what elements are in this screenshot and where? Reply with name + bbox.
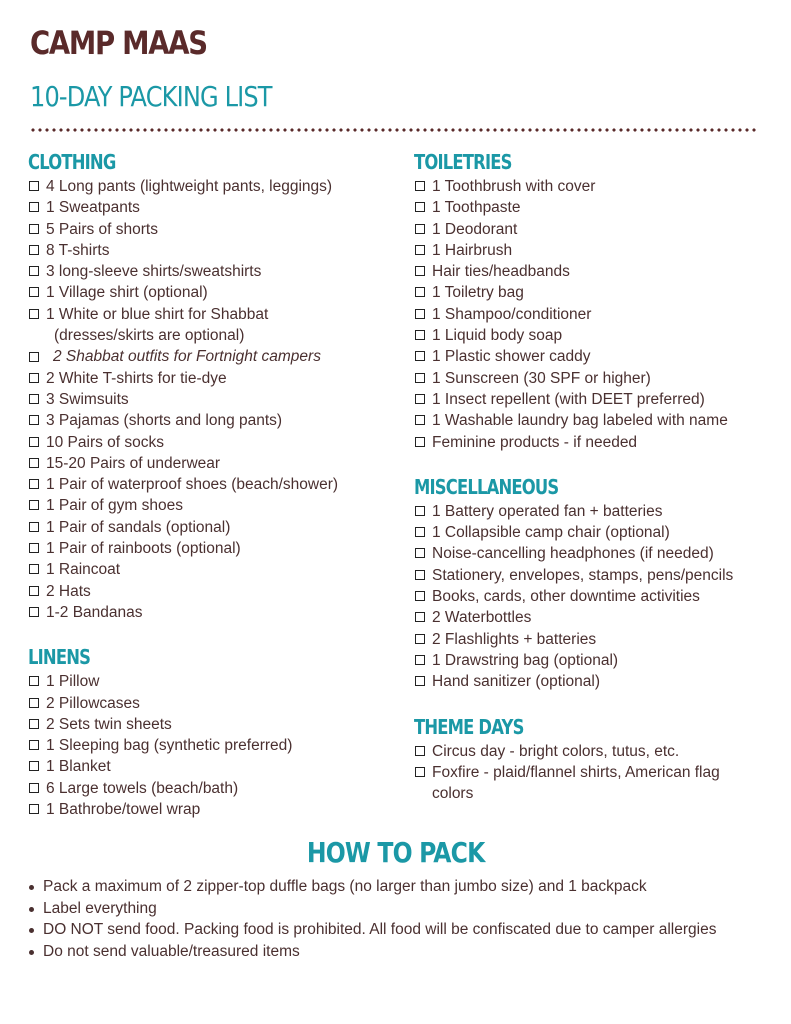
item-label: 3 long-sleeve shirts/sweatshirts bbox=[46, 263, 262, 281]
checkbox-icon[interactable] bbox=[29, 202, 39, 212]
checkbox-icon[interactable] bbox=[29, 287, 39, 297]
item-label: 1 Hairbrush bbox=[432, 241, 513, 259]
toiletries-list bbox=[414, 176, 784, 453]
checklist-item[interactable] bbox=[28, 240, 398, 261]
item-label: Feminine products - if needed bbox=[432, 433, 638, 451]
checklist-item[interactable] bbox=[414, 522, 784, 543]
checkbox-icon[interactable] bbox=[415, 570, 425, 580]
checkbox-icon[interactable] bbox=[415, 676, 425, 686]
theme-days-list bbox=[414, 741, 784, 805]
item-label: 1 Bathrobe/towel wrap bbox=[46, 801, 201, 819]
checkbox-icon[interactable] bbox=[415, 373, 425, 383]
item-label: Stationery, envelopes, stamps, pens/pencils bbox=[432, 566, 734, 584]
item-label: 1 Drawstring bag (optional) bbox=[432, 651, 619, 669]
toiletries-section bbox=[414, 148, 784, 453]
item-label: 1 Toothpaste bbox=[432, 199, 521, 217]
item-label: 3 Pajamas (shorts and long pants) bbox=[46, 412, 283, 430]
checkbox-icon[interactable] bbox=[29, 607, 39, 617]
item-label: 2 Pillowcases bbox=[46, 694, 140, 712]
checklist-item[interactable] bbox=[28, 671, 398, 692]
checkbox-icon[interactable] bbox=[29, 266, 39, 276]
checklist-item[interactable] bbox=[414, 282, 784, 303]
checkbox-icon[interactable] bbox=[29, 500, 39, 510]
checkbox-icon[interactable] bbox=[29, 479, 39, 489]
checkbox-icon[interactable] bbox=[415, 612, 425, 622]
checkbox-icon[interactable] bbox=[415, 181, 425, 191]
checklist-item[interactable] bbox=[414, 389, 784, 410]
checklist-item[interactable] bbox=[414, 219, 784, 240]
checkbox-icon[interactable] bbox=[415, 437, 425, 447]
packing-list-subtitle: 10-DAY PACKING LIST bbox=[30, 80, 272, 113]
item-label: 10 Pairs of socks bbox=[46, 433, 165, 451]
item-label: 1 Pair of rainboots (optional) bbox=[46, 540, 241, 558]
checkbox-icon[interactable] bbox=[29, 373, 39, 383]
dotted-divider bbox=[30, 127, 756, 133]
bullet-item: Pack a maximum of 2 zipper-top duffle bags (no larger than jumbo size) and 1 backpack bbox=[28, 876, 768, 898]
item-label: Hair ties/headbands bbox=[432, 263, 570, 281]
linens-heading: LINENS bbox=[28, 645, 91, 670]
item-label: 1 Insect repellent (with DEET preferred) bbox=[432, 390, 705, 408]
item-label: Books, cards, other downtime activities bbox=[432, 588, 700, 606]
checklist-item[interactable] bbox=[414, 543, 784, 564]
item-label: 2 Shabbat outfits for Fortnight campers bbox=[53, 348, 321, 366]
checkbox-icon[interactable] bbox=[29, 543, 39, 553]
item-label: 1 Sweatpants bbox=[46, 199, 140, 217]
checkbox-icon[interactable] bbox=[415, 591, 425, 601]
checkbox-icon[interactable] bbox=[29, 458, 39, 468]
checklist-item[interactable] bbox=[414, 176, 784, 197]
checkbox-icon[interactable] bbox=[29, 783, 39, 793]
checkbox-icon[interactable] bbox=[29, 181, 39, 191]
checklist-item[interactable] bbox=[28, 389, 398, 410]
right-column bbox=[414, 148, 784, 804]
checklist-item[interactable] bbox=[28, 453, 398, 474]
item-label bbox=[46, 304, 268, 347]
bullet-item: Do not send valuable/treasured items bbox=[28, 941, 768, 963]
checkbox-icon[interactable] bbox=[29, 522, 39, 532]
item-label: 2 White T-shirts for tie-dye bbox=[46, 369, 227, 387]
item-label: 6 Large towels (beach/bath) bbox=[46, 779, 239, 797]
checklist-item[interactable] bbox=[28, 735, 398, 756]
checklist-item[interactable] bbox=[28, 559, 398, 580]
item-label: 1 Pair of waterproof shoes (beach/shower) bbox=[46, 476, 339, 494]
clothing-section bbox=[28, 148, 398, 623]
checklist-item[interactable] bbox=[414, 304, 784, 325]
miscellaneous-list bbox=[414, 501, 784, 693]
checkbox-icon[interactable] bbox=[415, 415, 425, 425]
checkbox-icon[interactable] bbox=[415, 394, 425, 404]
checkbox-icon[interactable] bbox=[415, 224, 425, 234]
item-label: 1 Plastic shower caddy bbox=[432, 348, 591, 366]
checkbox-icon[interactable] bbox=[29, 309, 39, 319]
item-label: 1 Village shirt (optional) bbox=[46, 284, 208, 302]
item-label-line1: 1 White or blue shirt for Shabbat bbox=[46, 305, 269, 323]
checklist-item[interactable] bbox=[414, 325, 784, 346]
checklist-item[interactable] bbox=[414, 368, 784, 389]
checkbox-icon[interactable] bbox=[415, 351, 425, 361]
checkbox-icon[interactable] bbox=[29, 352, 39, 362]
item-label: Noise-cancelling headphones (if needed) bbox=[432, 545, 714, 563]
item-label: 1-2 Bandanas bbox=[46, 603, 143, 621]
item-label: 1 Washable laundry bag labeled with name bbox=[432, 412, 728, 430]
checkbox-icon[interactable] bbox=[29, 224, 39, 234]
checklist-item[interactable] bbox=[414, 261, 784, 282]
checklist-item[interactable] bbox=[28, 176, 398, 197]
checkbox-icon[interactable] bbox=[415, 506, 425, 516]
checklist-item[interactable] bbox=[28, 346, 398, 367]
checklist-item[interactable] bbox=[28, 197, 398, 218]
item-label: 2 Waterbottles bbox=[432, 609, 532, 627]
item-label: 8 T-shirts bbox=[46, 241, 110, 259]
item-label: 1 Toothbrush with cover bbox=[432, 178, 596, 195]
item-label: 3 Swimsuits bbox=[46, 390, 129, 408]
checklist-item[interactable] bbox=[28, 538, 398, 559]
checklist-item[interactable] bbox=[414, 762, 784, 805]
miscellaneous-section bbox=[414, 473, 784, 693]
checklist-item[interactable] bbox=[414, 501, 784, 522]
item-label: 1 Deodorant bbox=[432, 220, 518, 238]
checkbox-icon[interactable] bbox=[29, 676, 39, 686]
checkbox-icon[interactable] bbox=[415, 202, 425, 212]
checklist-item[interactable] bbox=[28, 261, 398, 282]
clothing-list bbox=[28, 176, 398, 623]
item-label: 1 Sleeping bag (synthetic preferred) bbox=[46, 737, 293, 755]
item-label: 5 Pairs of shorts bbox=[46, 220, 158, 238]
checklist-item[interactable] bbox=[414, 240, 784, 261]
how-to-pack-heading bbox=[0, 836, 791, 869]
item-label: 1 Shampoo/conditioner bbox=[432, 305, 592, 323]
checkbox-icon[interactable] bbox=[415, 548, 425, 558]
checklist-item[interactable] bbox=[28, 756, 398, 777]
item-label: 1 Sunscreen (30 SPF or higher) bbox=[432, 369, 651, 387]
checkbox-icon[interactable] bbox=[29, 719, 39, 729]
checklist-item[interactable] bbox=[28, 368, 398, 389]
checkbox-icon[interactable] bbox=[29, 698, 39, 708]
theme-days-section bbox=[414, 713, 784, 805]
clothing-heading: CLOTHING bbox=[28, 150, 116, 174]
how-to-pack-list bbox=[28, 876, 768, 962]
checkbox-icon[interactable] bbox=[415, 767, 425, 777]
checklist-item[interactable] bbox=[28, 282, 398, 303]
item-label: 4 Long pants (lightweight pants, leggings) bbox=[46, 178, 333, 195]
miscellaneous-heading: MISCELLANEOUS bbox=[414, 474, 559, 499]
checklist-item[interactable] bbox=[28, 693, 398, 714]
checklist-item[interactable] bbox=[28, 495, 398, 516]
checkbox-icon[interactable] bbox=[415, 527, 425, 537]
checkbox-icon[interactable] bbox=[415, 309, 425, 319]
checkbox-icon[interactable] bbox=[415, 330, 425, 340]
bullet-item: DO NOT send food. Packing food is prohibited. All food will be confiscated due to camper allergies bbox=[28, 919, 763, 941]
item-label: 1 Collapsible camp chair (optional) bbox=[432, 524, 670, 542]
checkbox-icon[interactable] bbox=[29, 586, 39, 596]
checklist-item[interactable] bbox=[28, 714, 398, 735]
checkbox-icon[interactable] bbox=[29, 415, 39, 425]
checkbox-icon[interactable] bbox=[415, 287, 425, 297]
checkbox-icon[interactable] bbox=[29, 740, 39, 750]
checklist-item[interactable] bbox=[414, 346, 784, 367]
checklist-item[interactable] bbox=[28, 778, 398, 799]
checklist-item[interactable] bbox=[414, 671, 784, 692]
checklist-item[interactable] bbox=[28, 602, 398, 623]
item-label: Circus day - bright colors, tutus, etc. bbox=[432, 742, 680, 760]
checklist-item[interactable] bbox=[414, 586, 784, 607]
checklist-item[interactable] bbox=[414, 432, 784, 453]
checkbox-icon[interactable] bbox=[29, 761, 39, 771]
left-column bbox=[28, 148, 398, 820]
checkbox-icon[interactable] bbox=[415, 746, 425, 756]
checkbox-icon[interactable] bbox=[29, 804, 39, 814]
toiletries-heading: TOILETRIES bbox=[414, 150, 512, 174]
checklist-item[interactable] bbox=[28, 219, 398, 240]
checkbox-icon[interactable] bbox=[29, 245, 39, 255]
checklist-item[interactable] bbox=[28, 432, 398, 453]
item-label: 1 Raincoat bbox=[46, 561, 121, 579]
checklist-item[interactable] bbox=[414, 197, 784, 218]
checkbox-icon[interactable] bbox=[415, 655, 425, 665]
checklist-item[interactable] bbox=[414, 741, 784, 762]
linens-list bbox=[28, 671, 398, 820]
item-label: 1 Blanket bbox=[46, 758, 111, 776]
item-label: 1 Pillow bbox=[46, 673, 100, 691]
checkbox-icon[interactable] bbox=[29, 437, 39, 447]
item-label: Hand sanitizer (optional) bbox=[432, 673, 601, 691]
item-label: 1 Battery operated fan + batteries bbox=[432, 502, 663, 520]
checklist-item[interactable] bbox=[28, 304, 398, 347]
checklist-item[interactable] bbox=[414, 410, 784, 431]
checklist-item[interactable] bbox=[414, 565, 784, 586]
theme-days-heading: THEME DAYS bbox=[414, 714, 524, 739]
checklist-item[interactable] bbox=[28, 474, 398, 495]
checklist-item[interactable] bbox=[414, 629, 784, 650]
item-label-line2: (dresses/skirts are optional) bbox=[54, 327, 245, 345]
item-label: 2 Hats bbox=[46, 582, 91, 600]
checklist-item[interactable] bbox=[28, 799, 398, 820]
bullet-item: Label everything bbox=[28, 898, 768, 920]
checklist-item[interactable] bbox=[414, 607, 784, 628]
camp-title: CAMP MAAS bbox=[30, 24, 207, 62]
checkbox-icon[interactable] bbox=[415, 245, 425, 255]
checklist-item[interactable] bbox=[28, 517, 398, 538]
how-to-pack-title: HOW TO PACK bbox=[306, 836, 485, 869]
checkbox-icon[interactable] bbox=[415, 266, 425, 276]
checklist-item[interactable] bbox=[414, 650, 784, 671]
checklist-item[interactable] bbox=[28, 581, 398, 602]
item-label: 1 Toiletry bag bbox=[432, 284, 524, 302]
item-label: 2 Sets twin sheets bbox=[46, 715, 172, 733]
item-label: 1 Pair of gym shoes bbox=[46, 497, 183, 515]
item-label: 15-20 Pairs of underwear bbox=[46, 454, 221, 472]
item-label: Foxfire - plaid/flannel shirts, American flag colors bbox=[432, 763, 720, 803]
item-label: 1 Liquid body soap bbox=[432, 327, 563, 345]
linens-section bbox=[28, 643, 398, 820]
item-label: 2 Flashlights + batteries bbox=[432, 630, 597, 648]
item-label: 1 Pair of sandals (optional) bbox=[46, 518, 231, 536]
checkbox-icon[interactable] bbox=[29, 564, 39, 574]
checkbox-icon[interactable] bbox=[415, 634, 425, 644]
checkbox-icon[interactable] bbox=[29, 394, 39, 404]
checklist-item[interactable] bbox=[28, 410, 398, 431]
